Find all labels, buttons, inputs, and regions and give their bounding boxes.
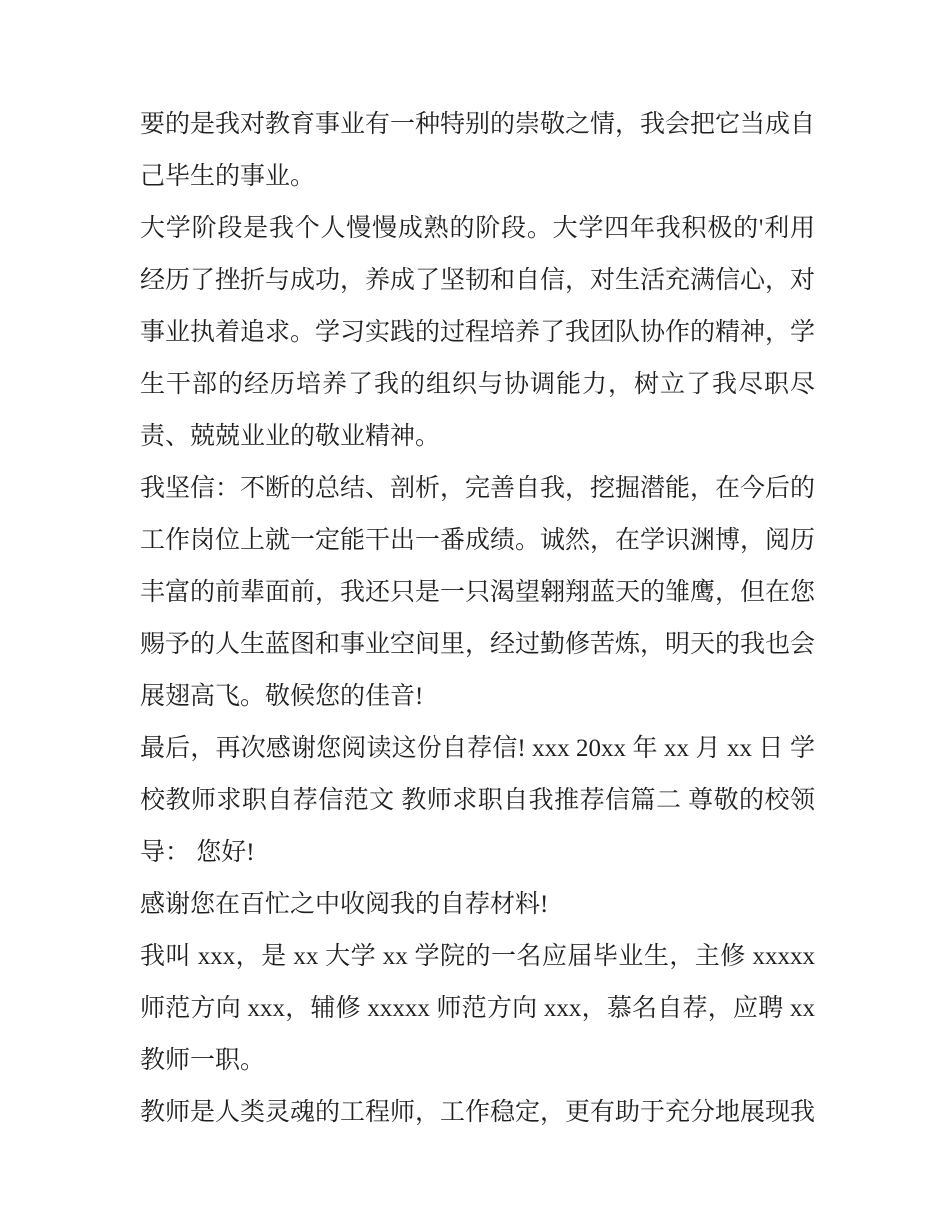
text-line: 事业执着追求。学习实践的过程培养了我团队协作的精神，学 [140, 319, 815, 346]
paragraph-7 [140, 1087, 815, 1139]
text-line: 校教师求职自荐信范文 教师求职自我推荐信篇二 尊敬的校领 [140, 787, 815, 814]
text-line: 我坚信：不断的总结、剖析，完善自我，挖掘潜能，在今后的 [140, 475, 815, 502]
text-line: 师范方向 xxx，辅修 xxxxx 师范方向 xxx，慕名自荐，应聘 xx [140, 995, 815, 1022]
text-line: 教师一职。 [140, 1047, 266, 1074]
paragraph-4 [140, 723, 815, 879]
paragraph-6 [140, 931, 815, 1087]
text-line: 生干部的经历培养了我的组织与协调能力，树立了我尽职尽 [140, 371, 815, 398]
text-line: 经历了挫折与成功，养成了坚韧和自信，对生活充满信心，对 [140, 267, 815, 294]
text-line: 大学阶段是我个人慢慢成熟的阶段。大学四年我积极的'利用 [140, 215, 815, 242]
paragraph-1 [140, 99, 815, 203]
text-line: 我叫 xxx，是 xx 大学 xx 学院的一名应届毕业生，主修 xxxxx [140, 943, 815, 970]
paragraph-5 [140, 879, 815, 931]
text-line: 最后，再次感谢您阅读这份自荐信! xxx 20xx 年 xx 月 xx 日 学 [140, 735, 815, 762]
text-line: 赐予的人生蓝图和事业空间里，经过勤修苦炼，明天的我也会 [140, 631, 815, 658]
text-line: 责、兢兢业业的敬业精神。 [140, 423, 441, 450]
paragraph-2 [140, 203, 815, 463]
text-line: 丰富的前辈面前，我还只是一只渴望翱翔蓝天的雏鹰，但在您 [140, 579, 815, 606]
text-line: 己毕生的事业。 [140, 163, 316, 190]
paragraph-3 [140, 463, 815, 723]
text-line: 要的是我对教育事业有一种特别的崇敬之情，我会把它当成自 [140, 111, 815, 138]
text-line: 导： 您好! [140, 839, 255, 866]
text-line: 感谢您在百忙之中收阅我的自荐材料! [140, 891, 549, 918]
text-line: 教师是人类灵魂的工程师，工作稳定，更有助于充分地展现我 [140, 1099, 815, 1126]
text-line: 工作岗位上就一定能干出一番成绩。诚然，在学识渊博，阅历 [140, 527, 815, 554]
text-line: 展翅高飞。敬候您的佳音! [140, 683, 424, 710]
